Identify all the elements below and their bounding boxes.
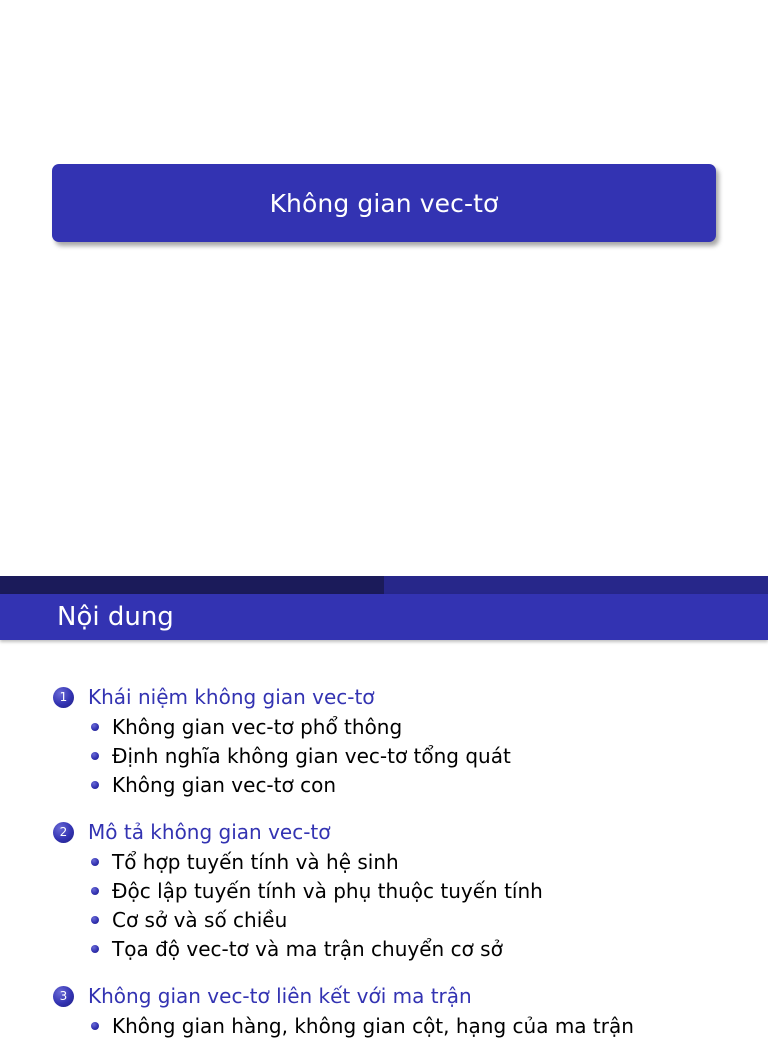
toc-section-head[interactable] xyxy=(0,817,768,847)
toc-subsection-item[interactable] xyxy=(0,934,768,963)
section-number-ball-icon: 2 xyxy=(53,822,74,843)
nav-bar-right xyxy=(384,576,768,594)
toc-section-head[interactable] xyxy=(0,682,768,712)
toc-section-1 xyxy=(0,682,768,799)
navigation-bar xyxy=(0,576,768,594)
toc-subsection-item[interactable] xyxy=(0,1011,768,1040)
outline-slide xyxy=(0,576,768,1038)
table-of-contents xyxy=(0,682,768,1058)
nav-bar-left xyxy=(0,576,384,594)
bullet-icon xyxy=(91,723,99,731)
toc-section-label[interactable]: Khái niệm không gian vec-tơ xyxy=(88,685,375,709)
bullet-icon xyxy=(91,945,99,953)
bullet-icon xyxy=(91,916,99,924)
toc-section-3 xyxy=(0,981,768,1040)
section-number-ball-icon: 3 xyxy=(53,986,74,1007)
toc-section-head[interactable] xyxy=(0,981,768,1011)
bullet-icon xyxy=(91,887,99,895)
toc-subsection-item[interactable] xyxy=(0,905,768,934)
toc-section-2 xyxy=(0,817,768,963)
bullet-icon xyxy=(91,1022,99,1030)
toc-subsection-label[interactable]: Không gian hàng, không gian cột, hạng của ma trận xyxy=(112,1013,634,1038)
bullet-icon xyxy=(91,781,99,789)
section-number-ball-icon: 1 xyxy=(53,687,74,708)
toc-subsection-item[interactable] xyxy=(0,876,768,905)
toc-section-label[interactable]: Mô tả không gian vec-tơ xyxy=(88,820,331,844)
toc-subsection-item[interactable] xyxy=(0,741,768,770)
toc-subsection-item[interactable] xyxy=(0,770,768,799)
frame-title-bar xyxy=(0,594,768,640)
title-box xyxy=(52,164,716,242)
toc-subsection-item[interactable] xyxy=(0,847,768,876)
toc-subsection-label[interactable]: Tọa độ vec-tơ và ma trận chuyển cơ sở xyxy=(112,936,503,961)
toc-subsection-label[interactable]: Độc lập tuyến tính và phụ thuộc tuyến tính xyxy=(112,878,543,903)
slide-title: Không gian vec-tơ xyxy=(269,188,499,218)
toc-subsection-label[interactable]: Không gian vec-tơ con xyxy=(112,772,336,797)
toc-subsection-label[interactable]: Tổ hợp tuyến tính và hệ sinh xyxy=(112,849,399,874)
toc-subsection-label[interactable]: Cơ sở và số chiều xyxy=(112,907,288,932)
toc-section-label[interactable]: Không gian vec-tơ liên kết với ma trận xyxy=(88,984,472,1008)
bullet-icon xyxy=(91,752,99,760)
toc-subsection-item[interactable] xyxy=(0,712,768,741)
bullet-icon xyxy=(91,858,99,866)
toc-subsection-label[interactable]: Định nghĩa không gian vec-tơ tổng quát xyxy=(112,743,511,768)
frame-title: Nội dung xyxy=(57,602,174,632)
toc-subsection-label[interactable]: Không gian vec-tơ phổ thông xyxy=(112,714,403,739)
